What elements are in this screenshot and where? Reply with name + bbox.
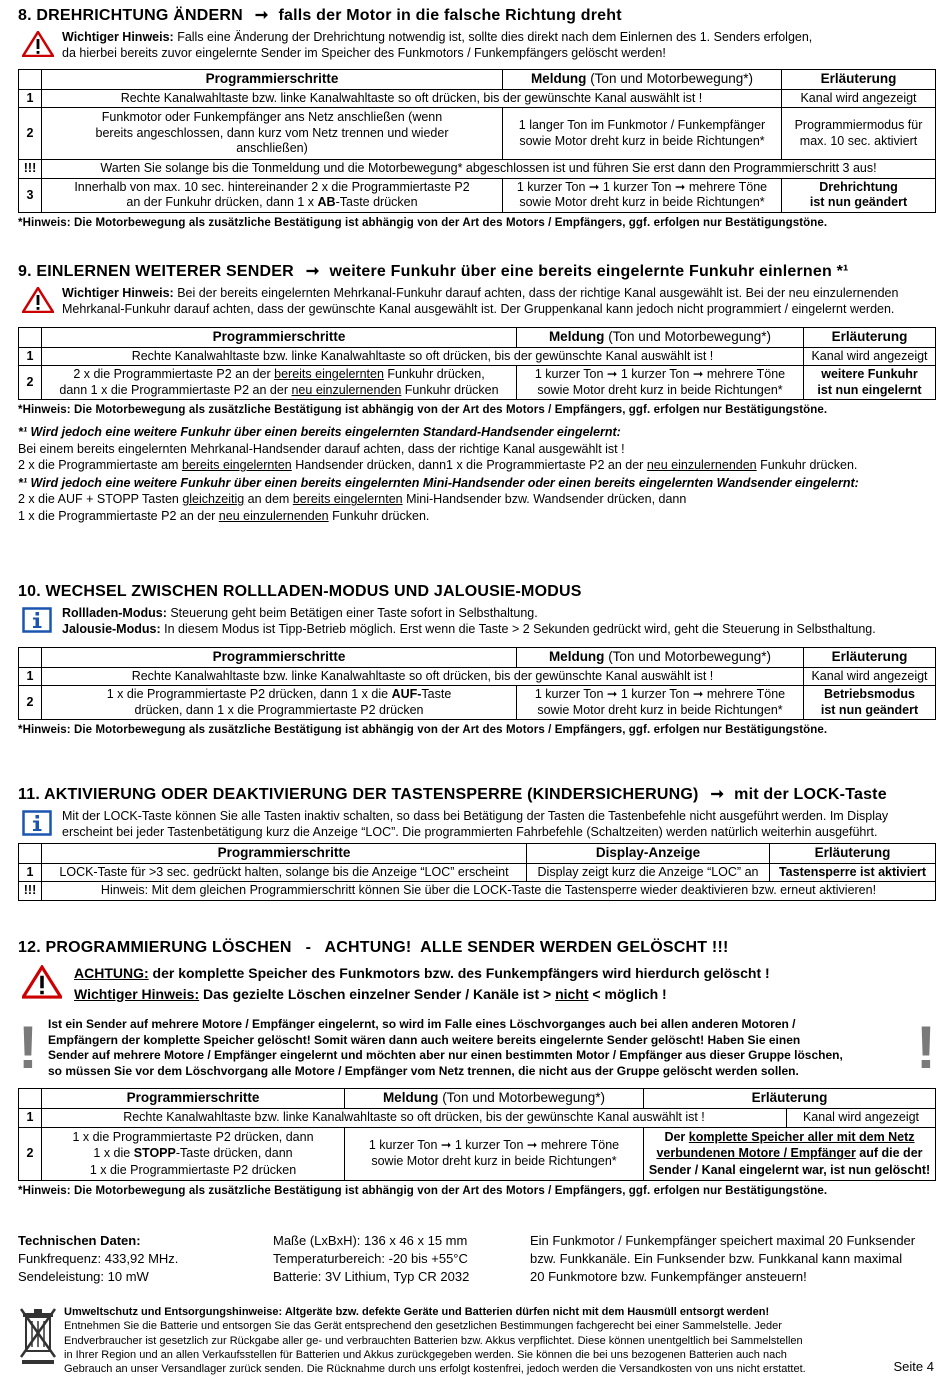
table-row xyxy=(19,1108,936,1127)
table-row xyxy=(19,863,936,882)
section-12-block xyxy=(18,1014,936,1082)
tech-col-3: Ein Funkmotor / Funkempfänger speichert maximal 20 Funksender bzw. Funkkanäle. Ein Funksender bzw. Funkkanal kann maximal 20 Funkmotore bzw. Funkempfänger ansteuern! xyxy=(530,1233,916,1285)
section-10 xyxy=(18,582,936,738)
table-header xyxy=(19,327,936,347)
header-steps: Programmierschritte xyxy=(42,843,527,863)
header-message: Meldung (Ton und Motorbewegung*) xyxy=(517,327,804,347)
row-step: 1 x die Programmiertaste P2 drücken, dann 1 x die AUF-Taste drücken, dann 1 x die Programmiertaste P2 drücken xyxy=(42,686,517,720)
row-number: 1 xyxy=(19,89,42,108)
header-display: Display-Anzeige xyxy=(527,843,770,863)
table-header xyxy=(19,69,936,89)
header-explanation: Erläuterung xyxy=(770,843,936,863)
row-step: 1 x die Programmiertaste P2 drücken, dann 1 x die STOPP-Taste drücken, dann 1 x die Programmiertaste P2 drücken xyxy=(42,1127,345,1181)
exclamation-icon: ! xyxy=(916,1014,936,1082)
header-num xyxy=(19,647,42,667)
section-11-heading xyxy=(18,785,936,806)
table-row xyxy=(19,178,936,212)
section-9-extra xyxy=(18,424,936,524)
row-number: 2 xyxy=(19,1127,42,1181)
section-8-title: 8. DREHRICHTUNG ÄNDERN xyxy=(18,7,243,24)
note-label: Wichtiger Hinweis: xyxy=(62,285,174,300)
section-10-info: Rollladen-Modus: Steuerung geht beim Betätigen einer Taste sofort in Selbsthaltung. Jalousie-Modus: In diesem Modus ist Tipp-Betrieb möglich. Erst wenn die Taste > 2 Sekunden gedrückt wird, geht die Steuerung in Selbsthaltung. xyxy=(18,605,936,638)
disposal-text: Umweltschutz und Entsorgungshinweise: Altgeräte bzw. defekte Geräte und Batterien dürfen nicht mit dem Hausmüll entsorgt werden! Entnehmen Sie die Batterie und entsorgen Sie das Gerät entsprechend den gesetzlichen Bestimmungen fachgerecht bei einer Sammelstelle. Jeder Endverbraucher ist gesetzlich zur Rückgabe aller ge- und verbrauchten Batterien bzw. Akkus verpflichtet. Diese können unentgeltlich bei Sammelstellen in Ihrer Region und an allen Verkaufsstellen für Batterien und Akkus zurückgegeben werden. Sie können die bei uns bezogenen Batterien auch nach Gebrauch an unser Versandlager zurück senden. Die Rücknahme durch uns erfolgt kostenfrei, jedoch werden die Versandkosten von uns nicht erstattet. xyxy=(64,1305,936,1376)
header-explanation: Erläuterung xyxy=(804,327,936,347)
row-step: Funkmotor oder Funkempfänger ans Netz anschließen (wenn bereits angeschlossen, dann kurz vom Netz trennen und wieder anschließen) xyxy=(42,108,503,160)
footnote-title: *¹ Wird jedoch eine weitere Funkuhr über einen bereits eingelernten Standard-Handsender eingelernt: xyxy=(18,425,621,440)
section-8-subtitle: falls der Motor in die falsche Richtung dreht xyxy=(278,7,622,24)
section-11-title: 11. AKTIVIERUNG ODER DEAKTIVIERUNG DER TASTENSPERRE (KINDERSICHERUNG) xyxy=(18,786,699,803)
section-9-warning xyxy=(18,285,936,318)
tech-col-2: Maße (LxBxH): 136 x 46 x 15 mm Temperaturbereich: -20 bis +55°C Batterie: 3V Lithium, Typ CR 2032 xyxy=(273,1233,470,1285)
crossed-bin-icon xyxy=(18,1307,64,1376)
footnote: *Hinweis: Die Motorbewegung als zusätzliche Bestätigung ist abhängig von der Art des Motors / Empfängers, ggf. erfolgen nur Bestätigungstöne. xyxy=(18,1185,828,1198)
row-info: Kanal wird angezeigt xyxy=(804,347,936,366)
row-message: 1 langer Ton im Funkmotor / Funkempfänger sowie Motor dreht kurz in beide Richtungen* xyxy=(503,108,782,160)
note-text-2: Mehrkanal-Funkuhr darauf achten, dass der gewünschte Kanal ausgewählt ist. Der Gruppenkanal kann jedoch nicht programmiert / eingelernt werden. xyxy=(62,302,895,317)
header-steps: Programmierschritte xyxy=(42,69,503,89)
table-row xyxy=(19,366,936,400)
row-number: 2 xyxy=(19,366,42,400)
row-step: Warten Sie solange bis die Tonmeldung und die Motorbewegung* abgeschlossen ist und führen Sie erst dann den Programmierschritt 3 aus! xyxy=(42,160,936,179)
row-info: Drehrichtung ist nun geändert xyxy=(782,178,936,212)
header-message: Meldung (Ton und Motorbewegung*) xyxy=(503,69,782,89)
table-row xyxy=(19,686,936,720)
footnote-line: 1 x die Programmiertaste P2 an der neu einzulernenden Funkuhr drücken. xyxy=(18,508,430,523)
row-step: Rechte Kanalwahltaste bzw. linke Kanalwahltaste so oft drücken, bis der gewünschte Kanal auswählt ist ! xyxy=(42,89,782,108)
section-10-title: 10. WECHSEL ZWISCHEN ROLLLADEN-MODUS UND JALOUSIE-MODUS xyxy=(18,583,582,600)
footnote: *Hinweis: Die Motorbewegung als zusätzliche Bestätigung ist abhängig von der Art des Motors / Empfängers, ggf. erfolgen nur Bestätigungstöne. xyxy=(18,216,828,229)
footnote-line: 2 x die Programmiertaste am bereits eingelernten Handsender drücken, dann1 x die Programmiertaste P2 an der neu einzulernenden Funkuhr drücken. xyxy=(18,457,858,472)
header-explanation: Erläuterung xyxy=(644,1089,936,1109)
arrow-icon: ➞ xyxy=(710,786,725,803)
row-message: 1 kurzer Ton ➞ 1 kurzer Ton ➞ mehrere Töne sowie Motor dreht kurz in beide Richtungen* xyxy=(517,366,804,400)
section-11-info: Mit der LOCK-Taste können Sie alle Tasten inaktiv schalten, so dass bei Betätigung der Tasten die Tastenbefehle nicht ausgeführt werden. Im Display erscheint bei jeder Tastenbetätigung kurz die Anzeige “LOC”. Die programmierten Fahrbefehle (Schaltzeiten) werden natürlich weiterhin ausgeführt. xyxy=(18,808,936,841)
section-11 xyxy=(18,785,936,901)
page-number: Seite 4 xyxy=(893,1359,934,1374)
row-step: Rechte Kanalwahltaste bzw. linke Kanalwahltaste so oft drücken, bis der gewünschte Kanal auswählt ist ! Kanal wird angezeigt xyxy=(42,1108,936,1127)
exclamation-icon: ! xyxy=(18,1014,38,1082)
row-number: !!! xyxy=(19,882,42,901)
warning-triangle-icon xyxy=(22,965,62,1004)
header-explanation: Erläuterung xyxy=(782,69,936,89)
row-info: Programmiermodus für max. 10 sec. aktiviert xyxy=(782,108,936,160)
arrow-icon: ➞ xyxy=(305,263,320,280)
row-step: 2 x die Programmiertaste P2 an der bereits eingelernten Funkuhr drücken, dann 1 x die Programmiertaste P2 an der neu einzulernenden Funkuhr drücken xyxy=(42,366,517,400)
section-12-title: 12. PROGRAMMIERUNG LÖSCHEN - ACHTUNG! ALLE SENDER WERDEN GELÖSCHT !!! xyxy=(18,939,729,956)
note-label: Wichtiger Hinweis: xyxy=(62,29,174,44)
warning-triangle-icon xyxy=(22,287,54,318)
info-icon xyxy=(22,607,54,638)
table-header xyxy=(19,647,936,667)
header-explanation: Erläuterung xyxy=(804,647,936,667)
section-10-table xyxy=(18,647,936,721)
header-message: Meldung (Ton und Motorbewegung*) xyxy=(517,647,804,667)
note-text: Falls eine Änderung der Drehrichtung notwendig ist, sollte dies direkt nach dem Einlernen des 1. Senders erfolgen, xyxy=(173,29,813,44)
row-info: Betriebsmodus ist nun geändert xyxy=(804,686,936,720)
row-number: 1 xyxy=(19,1108,42,1127)
section-9-table xyxy=(18,327,936,401)
footnote: *Hinweis: Die Motorbewegung als zusätzliche Bestätigung ist abhängig von der Art des Motors / Empfängers, ggf. erfolgen nur Bestätigungstöne. xyxy=(18,404,828,417)
section-8-warning xyxy=(18,29,936,62)
section-12-table xyxy=(18,1088,936,1181)
row-step: Rechte Kanalwahltaste bzw. linke Kanalwahltaste so oft drücken, bis der gewünschte Kanal auswählt ist ! xyxy=(42,667,804,686)
header-num xyxy=(19,1089,42,1109)
note-text: Bei der bereits eingelernten Mehrkanal-Funkuhr darauf achten, dass der richtige Kanal ausgewählt ist. Bei der neu einzulernenden xyxy=(173,285,899,300)
footnote-line: Bei einem bereits eingelernten Mehrkanal-Handsender darauf achten, dass der richtige Kanal ausgewählt ist ! xyxy=(18,441,625,456)
row-message: 1 kurzer Ton ➞ 1 kurzer Ton ➞ mehrere Töne sowie Motor dreht kurz in beide Richtungen* xyxy=(517,686,804,720)
row-info: weitere Funkuhr ist nun eingelernt xyxy=(804,366,936,400)
row-step: LOCK-Taste für >3 sec. gedrückt halten, solange bis die Anzeige “LOC” erscheint xyxy=(42,863,527,882)
row-number: 2 xyxy=(19,686,42,720)
table-row xyxy=(19,882,936,901)
table-row xyxy=(19,347,936,366)
row-message: 1 kurzer Ton ➞ 1 kurzer Ton ➞ mehrere Töne sowie Motor dreht kurz in beide Richtungen* xyxy=(503,178,782,212)
table-row xyxy=(19,89,936,108)
header-num xyxy=(19,69,42,89)
note-text-2: da hierbei bereits zuvor eingelernte Sender im Speicher des Funkmotors / Funkempfängers gelöscht werden! xyxy=(62,46,666,61)
warning-triangle-icon xyxy=(22,31,54,62)
row-number: 1 xyxy=(19,863,42,882)
table-row xyxy=(19,160,936,179)
row-message: 1 kurzer Ton ➞ 1 kurzer Ton ➞ mehrere Töne sowie Motor dreht kurz in beide Richtungen* xyxy=(345,1127,644,1181)
row-info: Tastensperre ist aktiviert xyxy=(770,863,936,882)
section-8-heading xyxy=(18,6,936,27)
warning-block: Ist ein Sender auf mehrere Motore / Empfänger eingelernt, so wird im Falle eines Löschvorganges auch bei allen anderen Motoren / Empfängern der komplette Speicher gelöscht! Somit wären dann auch weitere bereits eingelernte Sender gelöscht! Haben Sie einen Sender auf mehrere Motore / Empfänger eingelernt und möchten aber nur einen bestimmten Motor / Empfänger aus dieser Gruppe löschen, so müssen Sie vor dem Löschvorgang alle Motore / Empfänger vom Netz trennen, die nicht aus der Gruppe gelöscht werden sollen. xyxy=(48,1016,843,1079)
tech-col-1: Technischen Daten: Funkfrequenz: 433,92 MHz. Sendeleistung: 10 mW xyxy=(18,1232,273,1287)
header-num xyxy=(19,843,42,863)
section-11-subtitle: mit der LOCK-Taste xyxy=(734,786,887,803)
header-steps: Programmierschritte xyxy=(42,327,517,347)
arrow-icon: ➞ xyxy=(254,7,269,24)
section-12-warning: ACHTUNG: der komplette Speicher des Funkmotors bzw. des Funkempfängers wird hierdurch gelöscht ! Wichtiger Hinweis: Das gezielte Löschen einzelner Sender / Kanäle ist > nicht < möglich ! xyxy=(18,963,936,1005)
row-info: Kanal wird angezeigt xyxy=(782,89,936,108)
section-9-title: 9. EINLERNEN WEITERER SENDER xyxy=(18,263,294,280)
header-steps: Programmierschritte xyxy=(42,647,517,667)
tech-title: Technischen Daten: xyxy=(18,1233,141,1248)
row-number: 1 xyxy=(19,667,42,686)
row-step: Innerhalb von max. 10 sec. hintereinander 2 x die Programmiertaste P2 an der Funkuhr drücken, dann 1 x AB-Taste drücken xyxy=(42,178,503,212)
row-info: Kanal wird angezeigt xyxy=(804,667,936,686)
table-row xyxy=(19,108,936,160)
disposal-title: Umweltschutz und Entsorgungshinweise: Altgeräte bzw. defekte Geräte und Batterien dürfen nicht mit dem Hausmüll entsorgt werden! xyxy=(64,1306,770,1318)
table-row xyxy=(19,667,936,686)
section-8-table xyxy=(18,69,936,213)
row-number: !!! xyxy=(19,160,42,179)
table-header xyxy=(19,843,936,863)
section-9-heading xyxy=(18,262,936,283)
table-row xyxy=(19,1127,936,1181)
section-8 xyxy=(18,6,936,231)
row-step: Rechte Kanalwahltaste bzw. linke Kanalwahltaste so oft drücken, bis der gewünschte Kanal auswählt ist ! xyxy=(42,347,804,366)
section-11-table xyxy=(18,843,936,901)
row-number: 1 xyxy=(19,347,42,366)
section-12 xyxy=(18,938,936,1199)
footnote-line: 2 x die AUF + STOPP Tasten gleichzeitig an dem bereits eingelernten Mini-Handsender bzw. Wandsender drücken, dann xyxy=(18,492,687,507)
row-step: Hinweis: Mit dem gleichen Programmierschritt können Sie über die LOCK-Taste die Tastensperre wieder deaktivieren bzw. erneut aktivieren! xyxy=(42,882,936,901)
footnote: *Hinweis: Die Motorbewegung als zusätzliche Bestätigung ist abhängig von der Art des Motors / Empfängers, ggf. erfolgen nur Bestätigungstöne. xyxy=(18,724,828,737)
header-num xyxy=(19,327,42,347)
row-number: 3 xyxy=(19,178,42,212)
row-info: Der komplette Speicher aller mit dem Netz verbundenen Motore / Empfänger auf die der Sender / Kanal eingelernt war, ist nun gelöscht! xyxy=(644,1127,936,1181)
header-steps: Programmierschritte xyxy=(42,1089,345,1109)
info-icon xyxy=(22,810,54,841)
header-message: Meldung (Ton und Motorbewegung*) xyxy=(345,1089,644,1109)
section-9-subtitle: weitere Funkuhr über eine bereits eingelernte Funkuhr einlernen *¹ xyxy=(329,263,849,280)
section-9 xyxy=(18,262,936,524)
technical-data xyxy=(18,1232,936,1287)
disposal-notice xyxy=(18,1305,936,1376)
row-number: 2 xyxy=(19,108,42,160)
table-header xyxy=(19,1089,936,1109)
footnote-title: *¹ Wird jedoch eine weitere Funkuhr über einen bereits eingelernten Mini-Handsender oder einen bereits eingelernten Wandsender eingelernt: xyxy=(18,476,859,491)
row-display: Display zeigt kurz die Anzeige “LOC” an xyxy=(527,863,770,882)
